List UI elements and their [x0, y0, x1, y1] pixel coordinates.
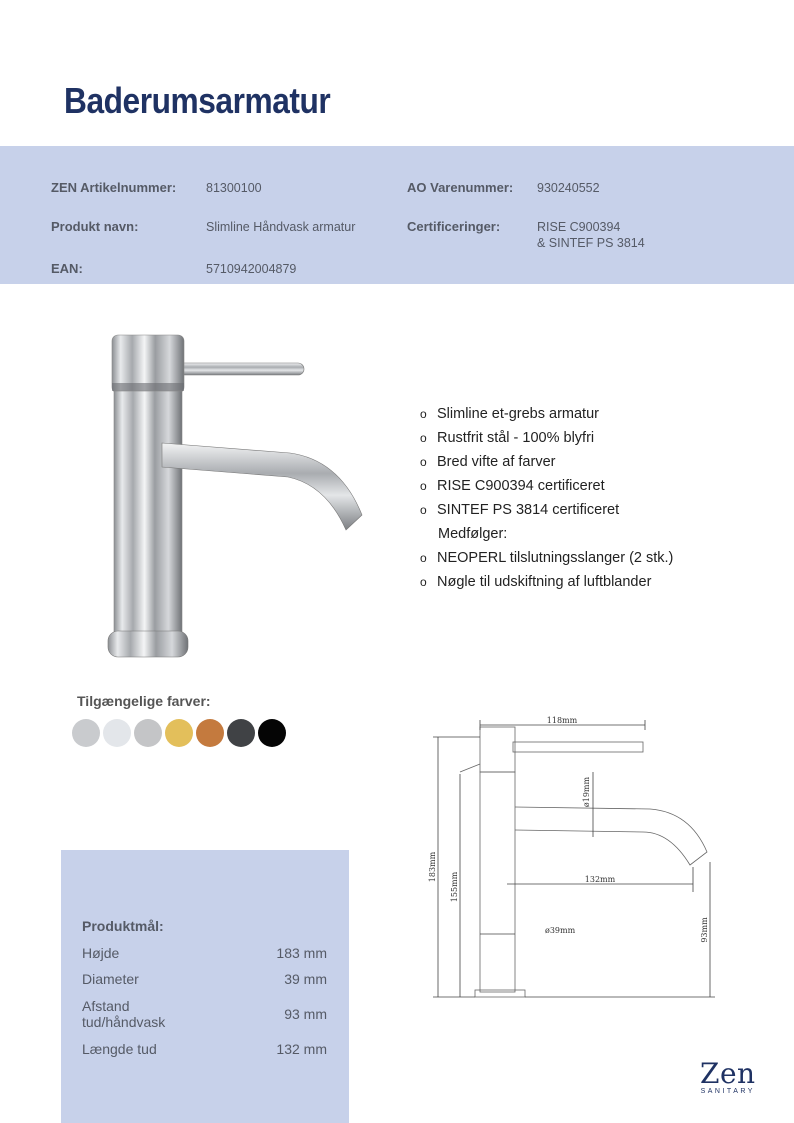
certification-sintef: & SINTEF PS 3814	[537, 236, 645, 250]
ao-number-label: AO Varenummer:	[407, 180, 514, 195]
bullet-icon: o	[420, 431, 427, 445]
zen-article-label: ZEN Artikelnummer:	[51, 180, 177, 195]
dim-label-19: ø19mm	[582, 776, 591, 808]
dim-label-132: 132mm	[584, 875, 616, 884]
dim-label-93: 93mm	[700, 917, 709, 943]
ean-label: EAN:	[51, 261, 83, 276]
feature-included-heading: Medfølger:	[438, 526, 508, 542]
feature-item: o SINTEF PS 3814 certificeret	[420, 499, 673, 523]
zen-article-value: 81300100	[206, 181, 262, 195]
logo-subtitle: SANITARY	[700, 1088, 755, 1095]
product-info-band	[0, 146, 794, 284]
certifications-value	[537, 219, 645, 251]
product-name-value: Slimline Håndvask armatur	[206, 220, 356, 234]
dim-label-39: ø39mm	[545, 926, 576, 935]
dimension-label-spout-length: Længde tud	[82, 1041, 157, 1057]
bullet-icon: o	[420, 551, 427, 565]
color-swatch	[196, 719, 224, 747]
technical-drawing	[425, 712, 725, 1012]
dimension-label-distance: Afstand tud/håndvask	[82, 998, 166, 1030]
bullet-icon: o	[420, 503, 427, 517]
logo-wordmark: Zen	[700, 1057, 756, 1090]
certifications-label: Certificeringer:	[407, 219, 501, 234]
color-swatch	[165, 719, 193, 747]
dimension-value-diameter: 39 mm	[284, 971, 327, 987]
page-title: Baderumsarmatur	[64, 80, 331, 121]
bullet-icon: o	[420, 455, 427, 469]
bullet-icon: o	[420, 479, 427, 493]
faucet-product-image	[100, 325, 380, 665]
dim-label-155: 155mm	[450, 871, 459, 903]
feature-item: o Rustfrit stål - 100% blyfri	[420, 427, 673, 451]
dimensions-title: Produktmål:	[82, 918, 164, 934]
dimension-value-height: 183 mm	[276, 945, 327, 961]
feature-item: o RISE C900394 certificeret	[420, 475, 673, 499]
dim-label-183: 183mm	[428, 851, 437, 883]
color-swatch	[72, 719, 100, 747]
color-swatch	[134, 719, 162, 747]
product-dimensions-box	[61, 850, 349, 1123]
product-name-label: Produkt navn:	[51, 219, 139, 234]
certification-rise: RISE C900394	[537, 220, 621, 234]
bullet-icon: o	[420, 407, 427, 421]
color-swatch	[103, 719, 131, 747]
feature-item: o Slimline et-grebs armatur	[420, 403, 673, 427]
dimension-label-diameter: Diameter	[82, 971, 139, 987]
dimension-value-distance: 93 mm	[284, 1006, 327, 1022]
bullet-icon: o	[420, 575, 427, 589]
color-swatches	[72, 719, 286, 747]
color-swatch	[258, 719, 286, 747]
color-swatch	[227, 719, 255, 747]
features-list	[420, 403, 673, 595]
feature-item: o Bred vifte af farver	[420, 451, 673, 475]
dim-label-118: 118mm	[546, 716, 578, 725]
feature-item: o NEOPERL tilslutningsslanger (2 stk.)	[420, 547, 673, 571]
zen-sanitary-logo	[700, 1057, 756, 1095]
dimension-label-height: Højde	[82, 945, 120, 961]
ao-number-value: 930240552	[537, 181, 600, 195]
available-colors-title: Tilgængelige farver:	[77, 693, 211, 709]
ean-value: 5710942004879	[206, 262, 297, 276]
feature-item: o Nøgle til udskiftning af luftblander	[420, 571, 673, 595]
dimension-value-spout-length: 132 mm	[276, 1041, 327, 1057]
